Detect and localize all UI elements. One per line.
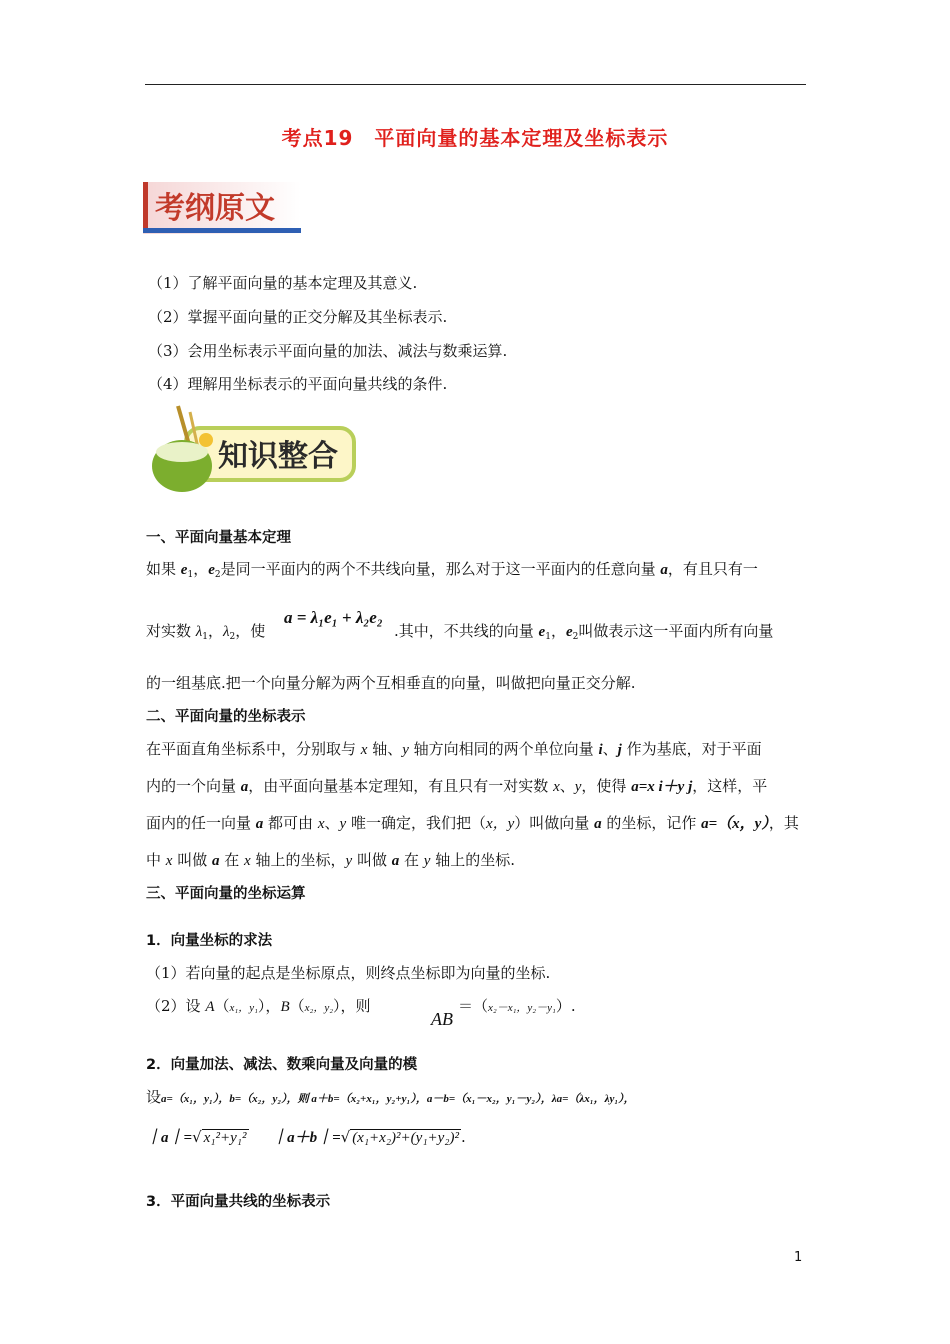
section-1-heading: 一、平面向量基本定理 — [146, 530, 291, 546]
page-number: 1 — [794, 1250, 803, 1265]
vector-ab-label: AB — [431, 1009, 453, 1029]
section-2-line-3: 面内的任一向量 a 都可由 x、y 唯一确定，我们把（x，y）叫做向量 a 的坐标，记作 a=（x，y），其 — [146, 814, 799, 832]
modulus-a-radicand: x₁²+y₁² — [203, 1130, 247, 1146]
section-2-line-1: 在平面直角坐标系中，分别取与 x 轴、y 轴方向相同的两个单位向量 i、j 作为基底，对于平面 — [146, 740, 762, 758]
section-3-heading: 三、平面向量的坐标运算 — [146, 886, 306, 902]
header-rule — [145, 84, 806, 85]
subsection-2-heading: 2．向量加法、减法、数乘向量及向量的模 — [146, 1057, 418, 1073]
section-1-line-3: 的一组基底.把一个向量分解为两个互相垂直的向量，叫做把向量正交分解. — [146, 674, 636, 692]
outline-banner-graphic — [143, 182, 301, 234]
basis-equation: a = λ₁e₁ + λ₂e₂ — [284, 608, 383, 627]
knowledge-banner — [146, 402, 358, 494]
section-2-line-4: 中 x 叫做 a 在 x 轴上的坐标，y 叫做 a 在 y 轴上的坐标. — [146, 851, 515, 869]
outline-item-2: （2）掌握平面向量的正交分解及其坐标表示. — [148, 308, 448, 326]
subsection-2-line-1: 设a=（x₁，y₁），b=（x₂，y₂），则 a＋b=（x₂+x₁，y₂+y₁），a－b=（x₁－x₂，y₁－y₂），λa=（λx₁，λy₁）， — [146, 1088, 635, 1106]
subsection-1-line-1: （1）若向量的起点是坐标原点，则终点坐标即为向量的坐标. — [146, 964, 551, 982]
page-title: 考点19 平面向量的基本定理及坐标表示 — [281, 126, 669, 150]
outline-item-3: （3）会用坐标表示平面向量的加法、减法与数乘运算. — [148, 342, 508, 360]
section-1-line-1: 如果 $e_1$，$e_2$是同一平面内的两个不共线向量，那么对于这一平面内的任意向量 a，有且只有一 — [146, 560, 758, 580]
modulus-sum-radicand: (x₁+x₂)²+(y₁+y₂)² — [352, 1130, 460, 1146]
outline-banner — [143, 182, 301, 234]
section-2-heading: 二、平面向量的坐标表示 — [146, 709, 306, 725]
knowledge-banner-graphic — [146, 402, 358, 494]
knowledge-banner-text: 知识整合 — [218, 439, 338, 474]
subsection-1-line-2: （2）设 A（x₁，y₁），B（x₂，y₂），则 — [146, 997, 371, 1015]
outline-banner-text: 考纲原文 — [155, 191, 275, 226]
subsection-1-heading: 1．向量坐标的求法 — [146, 933, 273, 949]
section-2-line-2: 内的一个向量 a，由平面向量基本定理知，有且只有一对实数 x、y，使得 a=x i＋y j，这样，平 — [146, 777, 768, 795]
subsection-2-line-2: ｜a｜=√ x₁²+y₁² ｜a＋b｜=√ (x₁+x₂)²+(y₁+y₂)² . — [146, 1128, 466, 1146]
subsection-1-line-2b: ＝（x₂－x₁，y₂－y₁）. — [458, 997, 576, 1015]
section-1-line-2b: .其中，不共线的向量 $e_1$，$e_2$叫做表示这一平面内所有向量 — [394, 622, 774, 642]
subsection-3-heading: 3．平面向量共线的坐标表示 — [146, 1194, 331, 1210]
outline-item-4: （4）理解用坐标表示的平面向量共线的条件. — [148, 375, 448, 393]
section-1-line-2: 对实数 $\lambda_1$，$\lambda_2$，使 — [146, 622, 266, 642]
outline-item-1: （1）了解平面向量的基本定理及其意义. — [148, 274, 418, 292]
